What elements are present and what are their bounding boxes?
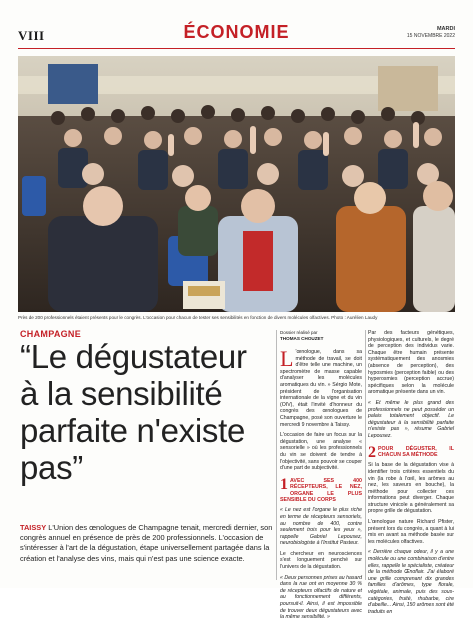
page-header — [18, 22, 455, 48]
paragraph — [280, 346, 362, 428]
column-rule — [276, 330, 277, 580]
header-rule — [18, 48, 455, 49]
lead-dateline: TAISSY — [20, 523, 47, 532]
article-lead — [20, 523, 275, 564]
paragraph: « Le nez est l'organe le plus riche en terme de récepteurs sensoriels, au nombre de 400, contre seulement trois pour les yeux », rappelle Gabriel Lepousez, neurobiologiste à l'Institut Pasteur. — [280, 507, 362, 547]
subheading-number: 2 — [368, 443, 376, 461]
issue-date-text: 15 NOVEMBRE 2022 — [406, 33, 455, 39]
subheading — [368, 443, 454, 461]
issue-day: MARDI — [436, 26, 455, 32]
byline — [280, 330, 362, 342]
paragraph: « Deux personnes prises au hasard dans la rue ont en moyenne 30 % de récepteurs olfactifs de nature et au fonctionnement différents, poursuit-il. Ainsi, il est impossible de trouver deux dégustateurs avec la même sensibilité. » — [280, 574, 362, 621]
paragraph: Par des facteurs génétiques, physiologiques, et culturels, le degré de perception des individus varie. Chaque être humain présente systématiquement des anosmies (absence de perception), des hyposmies (perception faible) ou des hyperosmies (perception accrue) spécifiques selon la molécule aromatique présente dans un vin. — [368, 330, 454, 396]
column-rule — [365, 330, 366, 580]
article-headline: “Le dégustateur à la sensibilité parfaite n'existe pas” — [20, 338, 247, 486]
lead-text: L'Union des œnologues de Champagne tenait, mercredi dernier, son congrès annuel en présence de près de 200 professionnels. L'occasion de s'intéresser à l'art de la dégustation, étape universellement partagée dans la création et l'analyse des vins, mais qui n'est pas une science exacte. — [20, 523, 273, 563]
page-number: VIII — [18, 28, 45, 43]
article-kicker: CHAMPAGNE — [20, 329, 82, 339]
issue-date — [407, 26, 455, 40]
paragraph: L'occasion de faire un focus sur la dégustation, une analyse « sensorielle » où les professionnels du vin se doivent de tendre à l'objectivité, sans pouvoir se couper d'une part de subjectivité. — [280, 432, 362, 472]
byline-name: THOMAS CHOUZET — [280, 336, 324, 341]
section-title: ÉCONOMIE — [183, 22, 290, 42]
drop-cap: L — [280, 346, 294, 371]
article-column-1 — [280, 330, 362, 625]
paragraph: « Derrière chaque odeur, il y a une molécule ou une combinaison d'entre elles, rappelle le spécialiste, créateur de la méthode Œnoflair. J'ai élaboré une grille comprenant dix grandes familles d'arômes, type florale, végétale, animale, puis des sous-catégories, fruité, rhubarbe, cire d'abeille... Ainsi, 150 arômes sont été traduits en — [368, 549, 454, 615]
article-column-2 — [368, 330, 454, 619]
paragraph: L'œnologue nature Richard Pfister, présent lors du congrès, a quant à lui mis en avant sa méthode basée sur les molécules olfactives. — [368, 519, 454, 545]
paragraph: Le chercheur en neurosciences s'est longuement penché sur l'univers de la dégustation. — [280, 550, 362, 571]
subheading-text: POUR DÉGUSTER, IL CHACUN SA MÉTHODE — [378, 445, 454, 458]
audience-illustration — [18, 56, 455, 312]
subheading-text: AVEC SES 400 RÉCEPTEURS, LE NEZ, ORGANE LE PLUS SENSIBLE DU CORPS — [280, 477, 362, 503]
paragraph-text: 'œnologue, dans sa méthode de travail, se doit d'être telle une machine, un spectromètre de masse capable d'analyser les molécules aromatiques du vin. » Sérgio Mote, président de l'organisation internationale de la vigne et du vin (OIV), était l'invité d'honneur du congrès des œnologues de Champagne, posé son ouverture le mercredi 9 novembre à Taissy. — [280, 349, 362, 428]
subheading — [280, 475, 362, 504]
paragraph: Si la base de la dégustation vise à identifier trois critères essentiels du vin (la robe à l'œil, les arômes au nez, les saveurs en bouche), la méthode pour collecter ces informations peut diverger. Chaque structure vinicole a généralement sa propre grille de dégustation. — [368, 462, 454, 515]
subheading-number: 1 — [280, 475, 288, 493]
paragraph: « Et même le plus grand des professionnels ne peut posséder un palais totalement objectif. Le dégustateur à la sensibilité parfaite n'existe pas », résume Gabriel Lepousez. — [368, 399, 454, 439]
congress-photo — [18, 56, 455, 312]
byline-label: Dossier réalisé par — [280, 330, 318, 335]
photo-caption: Près de 200 professionnels étaient présents pour le congrès. L'occasion pour chacun de tester ses sensibilités en fonction de divers molécules olfactives. Photo : Aurélien Laudy — [18, 315, 378, 320]
